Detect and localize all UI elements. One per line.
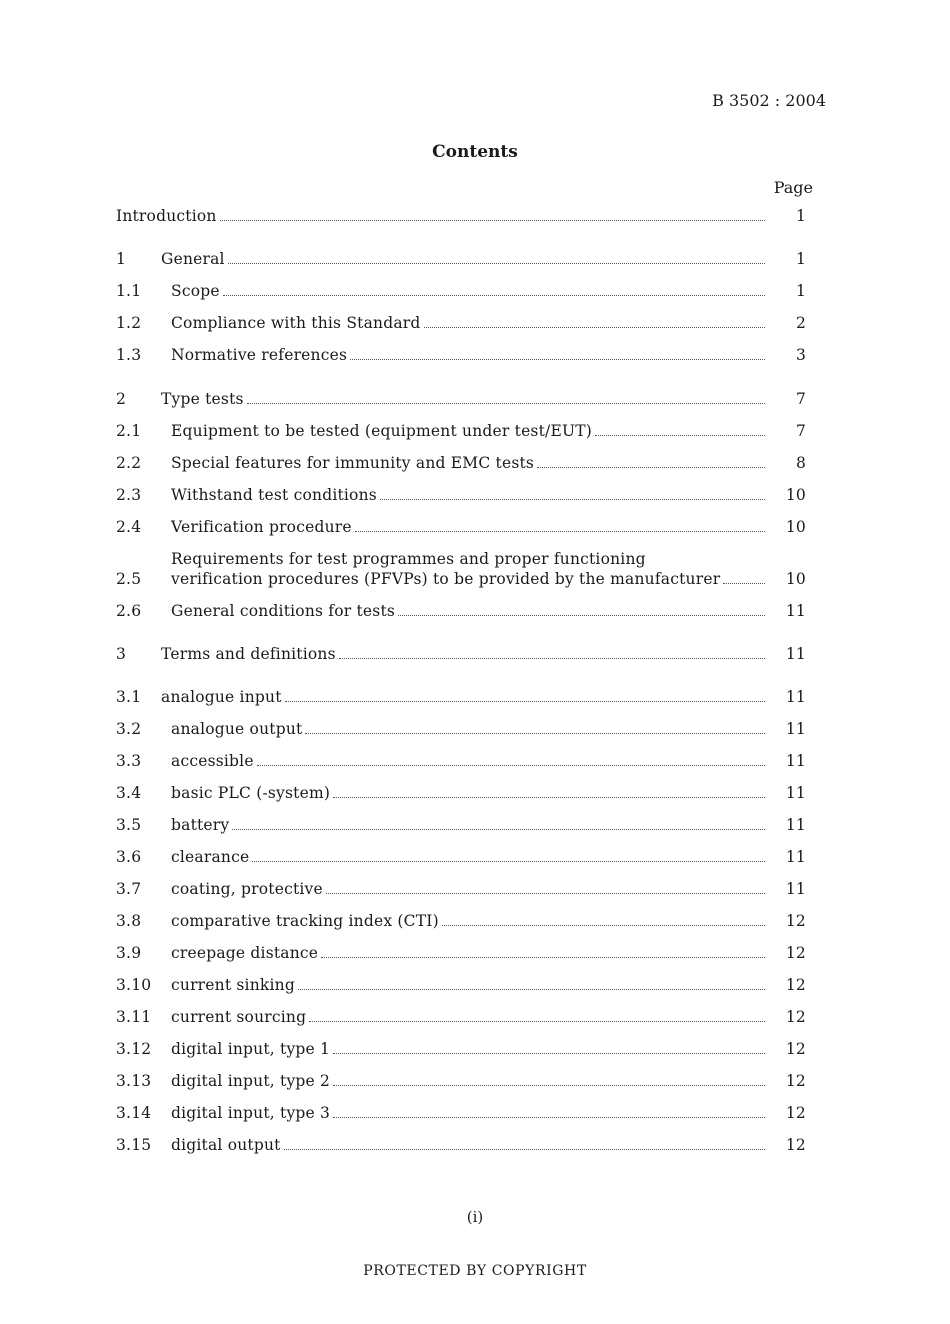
toc-entry-page: 7	[795, 390, 806, 408]
toc-entry-title: basic PLC (-system)	[171, 784, 331, 802]
toc-entry-title: Special features for immunity and EMC tests	[171, 454, 535, 472]
toc-entry-title: clearance	[171, 848, 250, 866]
toc-entry-number: 3.3	[116, 752, 142, 770]
toc-entry-page: 1	[795, 250, 806, 268]
toc-entry-page: 3	[795, 346, 806, 364]
toc-entry-title: Type tests	[161, 390, 244, 408]
toc-entry	[116, 880, 806, 902]
toc-entry-title: analogue output	[171, 720, 303, 738]
toc-entry-number: 1.3	[116, 346, 142, 364]
dot-leader	[220, 220, 765, 221]
toc-entry	[116, 645, 806, 667]
toc-entry-page: 11	[785, 848, 806, 866]
copyright-notice: PROTECTED BY COPYRIGHT	[363, 1263, 587, 1279]
toc-entry	[116, 1072, 806, 1094]
dot-leader	[228, 263, 765, 264]
toc-entry-page: 10	[785, 486, 806, 504]
toc-entry	[116, 1008, 806, 1030]
dot-leader	[309, 1021, 765, 1022]
toc-entry-title: Compliance with this Standard	[171, 314, 421, 332]
toc-entry-page: 2	[795, 314, 806, 332]
toc-entry	[116, 752, 806, 774]
toc-entry-number: 2.5	[116, 570, 142, 588]
toc-entry-title: current sinking	[171, 976, 295, 994]
dot-leader	[339, 658, 765, 659]
toc-entry-title: Equipment to be tested (equipment under test/EUT)	[171, 422, 593, 440]
toc-entry-title: battery	[171, 816, 230, 834]
toc-entry-page: 11	[785, 784, 806, 802]
dot-leader	[333, 797, 765, 798]
dot-leader	[285, 701, 765, 702]
toc-entry-number: 2.4	[116, 518, 142, 536]
toc-entry-page: 11	[785, 752, 806, 770]
toc-entry-number: 3.11	[116, 1008, 152, 1026]
toc-entry-number: 3.1	[116, 688, 142, 706]
toc-entry-page: 7	[795, 422, 806, 440]
dot-leader	[723, 583, 765, 584]
toc-entry-page: 12	[785, 1040, 806, 1058]
dot-leader	[442, 925, 765, 926]
toc-entry	[116, 346, 806, 368]
dot-leader	[321, 957, 765, 958]
toc-entry-title: digital output	[171, 1136, 281, 1154]
toc-entry	[116, 784, 806, 806]
toc-entry-title: Introduction	[116, 207, 217, 225]
toc-entry-number: 3.7	[116, 880, 142, 898]
toc-entry-title: Withstand test conditions	[171, 486, 377, 504]
toc-entry-number: 3.15	[116, 1136, 152, 1154]
dot-leader	[595, 435, 765, 436]
toc-entry-page: 11	[785, 688, 806, 706]
toc-entry-title: Terms and definitions	[161, 645, 336, 663]
toc-entry-title: Verification procedure	[171, 518, 352, 536]
toc-entry-title: General conditions for tests	[171, 602, 396, 620]
toc-entry-title: Scope	[171, 282, 220, 300]
toc-entry-number: 2.1	[116, 422, 142, 440]
toc-entry-page: 1	[795, 207, 806, 225]
toc-entry	[116, 602, 806, 624]
toc-entry-number: 1.1	[116, 282, 142, 300]
toc-entry-title: accessible	[171, 752, 254, 770]
toc-entry	[116, 518, 806, 540]
toc-entry-page: 11	[785, 720, 806, 738]
toc-entry-page: 1	[795, 282, 806, 300]
toc-entry-page: 11	[785, 816, 806, 834]
dot-leader	[333, 1085, 765, 1086]
toc-entry-number: 3.2	[116, 720, 142, 738]
toc-entry	[116, 688, 806, 710]
toc-entry	[116, 454, 806, 476]
toc-entry-number: 2.3	[116, 486, 142, 504]
dot-leader	[247, 403, 765, 404]
toc-entry	[116, 976, 806, 998]
page-title: Contents	[432, 142, 518, 162]
toc-entry-page: 12	[785, 1104, 806, 1122]
toc-entry-title: current sourcing	[171, 1008, 307, 1026]
toc-entry-title: coating, protective	[171, 880, 323, 898]
toc-entry-page: 12	[785, 1072, 806, 1090]
toc-entry-number: 1	[116, 250, 127, 268]
toc-entry-number: 3.5	[116, 816, 142, 834]
toc-entry	[116, 282, 806, 304]
dot-leader	[305, 733, 765, 734]
toc-entry-number: 3	[116, 645, 127, 663]
dot-leader	[284, 1149, 765, 1150]
dot-leader	[298, 989, 765, 990]
toc-entry-number: 3.4	[116, 784, 142, 802]
toc-entry-page: 11	[785, 602, 806, 620]
toc-entry-number: 2.2	[116, 454, 142, 472]
dot-leader	[424, 327, 765, 328]
toc-entry	[116, 422, 806, 444]
toc-entry-page: 12	[785, 1008, 806, 1026]
dot-leader	[380, 499, 765, 500]
toc-entry-number: 1.2	[116, 314, 142, 332]
toc-entry	[116, 207, 806, 229]
dot-leader	[350, 359, 765, 360]
toc-entry	[116, 550, 806, 592]
dot-leader	[537, 467, 765, 468]
toc-entry-page: 12	[785, 944, 806, 962]
toc-entry	[116, 912, 806, 934]
toc-entry-number: 3.13	[116, 1072, 152, 1090]
toc-entry-number: 3.12	[116, 1040, 152, 1058]
toc-entry	[116, 720, 806, 742]
toc-entry	[116, 1104, 806, 1126]
toc-entry	[116, 250, 806, 272]
dot-leader	[333, 1117, 765, 1118]
toc-entry-page: 12	[785, 976, 806, 994]
toc-entry	[116, 314, 806, 336]
toc-entry-title: digital input, type 3	[171, 1104, 331, 1122]
toc-entry-number: 3.14	[116, 1104, 152, 1122]
dot-leader	[232, 829, 765, 830]
dot-leader	[355, 531, 765, 532]
toc-entry-number: 3.6	[116, 848, 142, 866]
toc-entry-title: digital input, type 1	[171, 1040, 331, 1058]
page-column-label: Page	[773, 178, 813, 197]
toc-entry	[116, 1040, 806, 1062]
toc-entry	[116, 848, 806, 870]
dot-leader	[333, 1053, 765, 1054]
dot-leader	[326, 893, 765, 894]
toc-entry-title: Normative references	[171, 346, 348, 364]
toc-entry-title: creepage distance	[171, 944, 319, 962]
toc-entry-number: 3.8	[116, 912, 142, 930]
toc-entry-page: 12	[785, 1136, 806, 1154]
toc-entry-title: digital input, type 2	[171, 1072, 331, 1090]
toc-entry-title-line1: Requirements for test programmes and proper functioning	[171, 550, 646, 568]
toc-entry	[116, 390, 806, 412]
toc-entry-page: 8	[795, 454, 806, 472]
toc-entry	[116, 1136, 806, 1158]
toc-entry-page: 12	[785, 912, 806, 930]
dot-leader	[257, 765, 765, 766]
toc-entry-page: 11	[785, 645, 806, 663]
toc-entry-page: 10	[785, 518, 806, 536]
toc-entry-number: 2.6	[116, 602, 142, 620]
dot-leader	[223, 295, 765, 296]
toc-entry-title: analogue input	[161, 688, 282, 706]
page-number: (i)	[466, 1208, 484, 1226]
toc-entry	[116, 486, 806, 508]
toc-entry-title: verification procedures (PFVPs) to be provided by the manufacturer	[171, 570, 721, 588]
toc-entry	[116, 944, 806, 966]
toc-entry	[116, 816, 806, 838]
toc-entry-title: comparative tracking index (CTI)	[171, 912, 439, 930]
dot-leader	[398, 615, 765, 616]
toc-entry-page: 10	[785, 570, 806, 588]
document-number: B 3502 : 2004	[712, 91, 826, 110]
toc-entry-number: 3.9	[116, 944, 142, 962]
toc-entry-number: 3.10	[116, 976, 152, 994]
toc-entry-title: General	[161, 250, 225, 268]
dot-leader	[252, 861, 765, 862]
toc-entry-page: 11	[785, 880, 806, 898]
toc-entry-number: 2	[116, 390, 127, 408]
